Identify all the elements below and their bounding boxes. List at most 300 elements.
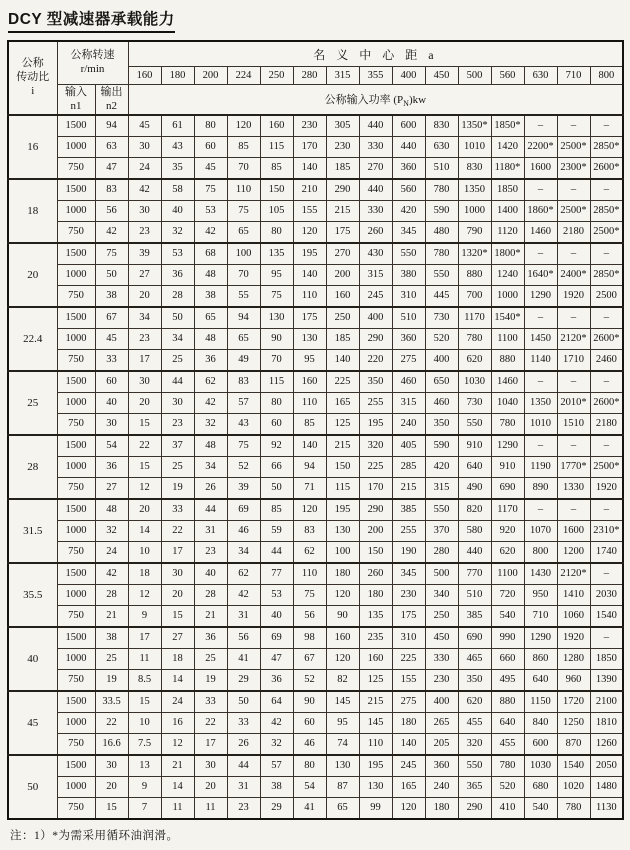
power-value-cell: 180 [359, 585, 392, 606]
power-value-cell: 510 [425, 158, 458, 180]
power-value-cell: 140 [293, 158, 326, 180]
power-value-cell: 2850* [590, 265, 623, 286]
input-speed-cell: 1000 [57, 457, 95, 478]
table-row [8, 734, 623, 756]
power-value-cell: 235 [359, 627, 392, 649]
power-value-cell: 17 [128, 350, 161, 372]
output-speed-cell: 15 [95, 798, 128, 820]
power-value-cell: 640 [458, 457, 491, 478]
power-value-cell: 100 [326, 542, 359, 564]
power-value-cell: 380 [392, 265, 425, 286]
input-speed-cell: 1000 [57, 521, 95, 542]
power-value-cell: 150 [326, 457, 359, 478]
power-value-cell: 690 [491, 478, 524, 500]
power-value-cell: 19 [194, 670, 227, 692]
power-value-cell: 23 [161, 414, 194, 436]
power-value-cell: 590 [425, 435, 458, 457]
output-speed-cell: 54 [95, 435, 128, 457]
power-value-cell: 130 [359, 777, 392, 798]
power-value-cell: 90 [326, 606, 359, 628]
power-value-cell: 2500 [590, 286, 623, 308]
power-value-cell: 1170 [458, 307, 491, 329]
power-value-cell: 7.5 [128, 734, 161, 756]
power-value-cell: 120 [293, 499, 326, 521]
power-value-cell: 43 [227, 414, 260, 436]
power-value-cell: 83 [293, 521, 326, 542]
input-speed-cell: 1500 [57, 307, 95, 329]
table-row [8, 115, 623, 137]
distance-header-cell: 224 [227, 67, 260, 85]
output-speed-cell: 33.5 [95, 691, 128, 713]
power-value-cell: 345 [392, 222, 425, 244]
output-speed-cell: 33 [95, 350, 128, 372]
distance-header-cell: 400 [392, 67, 425, 85]
input-speed-cell: 1500 [57, 371, 95, 393]
power-value-cell: 13 [128, 755, 161, 777]
input-speed-cell: 750 [57, 606, 95, 628]
power-value-cell: 120 [326, 649, 359, 670]
power-value-cell: 540 [524, 798, 557, 820]
power-value-cell: 770 [458, 563, 491, 585]
power-value-cell: 61 [161, 115, 194, 137]
power-value-cell: 620 [458, 691, 491, 713]
power-value-cell: – [590, 499, 623, 521]
output-header-line1: 输出 [100, 85, 123, 98]
power-value-cell: 840 [524, 713, 557, 734]
power-value-cell: 2600* [590, 393, 623, 414]
power-value-cell: – [524, 243, 557, 265]
output-speed-cell: 22 [95, 713, 128, 734]
output-speed-cell: 30 [95, 755, 128, 777]
power-value-cell: 230 [392, 585, 425, 606]
power-value-cell: 270 [359, 158, 392, 180]
power-value-cell: 830 [425, 115, 458, 137]
power-value-cell: 12 [128, 585, 161, 606]
power-value-cell: 400 [425, 350, 458, 372]
power-value-cell: 1350* [458, 115, 491, 137]
power-value-cell: 910 [458, 435, 491, 457]
power-value-cell: 62 [194, 371, 227, 393]
power-value-cell: 455 [458, 713, 491, 734]
power-value-cell: 2460 [590, 350, 623, 372]
power-value-cell: 880 [458, 265, 491, 286]
power-value-cell: 41 [293, 798, 326, 820]
power-value-cell: 1170 [491, 499, 524, 521]
power-value-cell: 2030 [590, 585, 623, 606]
table-row [8, 414, 623, 436]
power-value-cell: 140 [392, 734, 425, 756]
power-value-cell: 85 [260, 158, 293, 180]
output-speed-cell: 21 [95, 606, 128, 628]
output-header-line2: n2 [106, 99, 117, 112]
power-value-cell: 1190 [524, 457, 557, 478]
capacity-table [7, 40, 624, 820]
output-speed-cell: 20 [95, 777, 128, 798]
power-value-cell: 440 [392, 137, 425, 158]
power-value-cell: 260 [359, 563, 392, 585]
power-value-cell: 40 [194, 563, 227, 585]
input-speed-cell: 750 [57, 158, 95, 180]
power-value-cell: 135 [260, 243, 293, 265]
power-value-cell: 130 [326, 521, 359, 542]
power-value-cell: 780 [557, 798, 590, 820]
power-value-cell: 31 [227, 606, 260, 628]
power-value-cell: 440 [359, 115, 392, 137]
power-value-cell: 49 [227, 350, 260, 372]
table-row [8, 179, 623, 201]
header-row-1 [8, 41, 623, 67]
table-row [8, 478, 623, 500]
power-value-cell: 1010 [524, 414, 557, 436]
power-value-cell: 1150 [524, 691, 557, 713]
distance-header-cell: 180 [161, 67, 194, 85]
power-value-cell: 350 [425, 414, 458, 436]
power-value-cell: 24 [161, 691, 194, 713]
input-speed-cell: 750 [57, 350, 95, 372]
power-value-cell: 195 [359, 414, 392, 436]
power-value-cell: 94 [293, 457, 326, 478]
input-speed-cell: 750 [57, 734, 95, 756]
power-value-cell: 44 [260, 542, 293, 564]
power-value-cell: 155 [293, 201, 326, 222]
power-value-cell: 71 [293, 478, 326, 500]
power-value-cell: 17 [194, 734, 227, 756]
table-row [8, 350, 623, 372]
power-value-cell: 580 [458, 521, 491, 542]
power-value-cell: 125 [326, 414, 359, 436]
power-value-cell: 90 [293, 691, 326, 713]
power-value-cell: 15 [128, 414, 161, 436]
power-value-cell: 95 [326, 713, 359, 734]
power-value-cell: 115 [260, 371, 293, 393]
power-value-cell: 420 [392, 201, 425, 222]
table-row [8, 371, 623, 393]
power-value-cell: 320 [359, 435, 392, 457]
power-value-cell: 1540 [590, 606, 623, 628]
power-value-cell: 305 [326, 115, 359, 137]
power-value-cell: 15 [128, 457, 161, 478]
power-header-prefix: 公称输入功率 (P [324, 93, 404, 106]
power-value-cell: 70 [227, 265, 260, 286]
power-value-cell: 1000 [491, 286, 524, 308]
power-value-cell: 2050 [590, 755, 623, 777]
power-value-cell: 22 [161, 521, 194, 542]
table-row [8, 627, 623, 649]
input-speed-cell: 1500 [57, 499, 95, 521]
power-value-cell: 185 [326, 158, 359, 180]
table-row [8, 798, 623, 820]
power-value-cell: 1330 [557, 478, 590, 500]
power-value-cell: 460 [392, 371, 425, 393]
power-value-cell: 42 [260, 713, 293, 734]
input-speed-cell: 1000 [57, 649, 95, 670]
power-value-cell: 85 [227, 137, 260, 158]
power-value-cell: 160 [326, 627, 359, 649]
power-value-cell: 75 [293, 585, 326, 606]
input-speed-cell: 1500 [57, 179, 95, 201]
power-value-cell: 29 [227, 670, 260, 692]
table-row [8, 563, 623, 585]
power-value-cell: 62 [227, 563, 260, 585]
power-value-cell: 110 [293, 286, 326, 308]
power-value-cell: 1740 [590, 542, 623, 564]
output-speed-cell: 47 [95, 158, 128, 180]
power-value-cell: 75 [227, 435, 260, 457]
power-value-cell: 42 [194, 393, 227, 414]
distance-header-cell: 355 [359, 67, 392, 85]
power-header [128, 85, 623, 116]
ratio-header [8, 41, 57, 115]
power-value-cell: 1850* [491, 115, 524, 137]
power-value-cell: 195 [359, 755, 392, 777]
power-value-cell: 1060 [557, 606, 590, 628]
power-value-cell: 1130 [590, 798, 623, 820]
power-value-cell: 400 [425, 691, 458, 713]
power-value-cell: 10 [128, 542, 161, 564]
power-value-cell: 780 [491, 414, 524, 436]
power-value-cell: 50 [260, 478, 293, 500]
power-value-cell: 330 [425, 649, 458, 670]
power-value-cell: 1460 [491, 371, 524, 393]
power-value-cell: 11 [128, 649, 161, 670]
distance-header-cell: 800 [590, 67, 623, 85]
power-value-cell: 115 [326, 478, 359, 500]
power-value-cell: – [590, 179, 623, 201]
output-speed-cell: 40 [95, 393, 128, 414]
power-value-cell: 480 [425, 222, 458, 244]
power-value-cell: 22 [194, 713, 227, 734]
output-speed-cell: 38 [95, 286, 128, 308]
power-value-cell: 23 [227, 798, 260, 820]
power-value-cell: 430 [359, 243, 392, 265]
power-value-cell: 1350 [524, 393, 557, 414]
power-value-cell: 38 [260, 777, 293, 798]
power-value-cell: 180 [326, 563, 359, 585]
speed-header-line2: r/min [80, 63, 105, 75]
power-value-cell: 320 [458, 734, 491, 756]
power-value-cell: 315 [392, 393, 425, 414]
power-value-cell: 23 [194, 542, 227, 564]
output-speed-cell: 28 [95, 585, 128, 606]
power-value-cell: – [557, 371, 590, 393]
power-value-cell: 33 [161, 499, 194, 521]
power-value-cell: 34 [227, 542, 260, 564]
power-value-cell: 200 [326, 265, 359, 286]
power-value-cell: 265 [425, 713, 458, 734]
table-row [8, 649, 623, 670]
input-speed-cell: 1000 [57, 393, 95, 414]
power-value-cell: 245 [359, 286, 392, 308]
power-value-cell: 920 [491, 521, 524, 542]
output-speed-cell: 50 [95, 265, 128, 286]
power-value-cell: 870 [557, 734, 590, 756]
power-value-cell: 110 [293, 393, 326, 414]
ratio-header-line2: 传动比 [16, 71, 50, 84]
power-value-cell: 47 [260, 649, 293, 670]
power-value-cell: 245 [392, 755, 425, 777]
power-value-cell: 275 [392, 350, 425, 372]
power-value-cell: 1100 [491, 563, 524, 585]
input-speed-cell: 1000 [57, 137, 95, 158]
power-value-cell: 255 [392, 521, 425, 542]
power-value-cell: 1180* [491, 158, 524, 180]
power-value-cell: 53 [161, 243, 194, 265]
power-value-cell: – [524, 435, 557, 457]
input-speed-cell: 1000 [57, 777, 95, 798]
power-value-cell: – [524, 115, 557, 137]
power-value-cell: 2180 [557, 222, 590, 244]
power-value-cell: 820 [458, 499, 491, 521]
distance-header-cell: 160 [128, 67, 161, 85]
power-value-cell: 36 [194, 350, 227, 372]
table-row [8, 243, 623, 265]
power-value-cell: 500 [425, 563, 458, 585]
power-value-cell: 2500* [590, 222, 623, 244]
power-value-cell: 53 [194, 201, 227, 222]
speed-header [57, 41, 128, 85]
power-value-cell: 160 [326, 286, 359, 308]
power-value-cell: 175 [392, 606, 425, 628]
output-speed-cell: 45 [95, 329, 128, 350]
power-value-cell: 68 [194, 243, 227, 265]
power-value-cell: 385 [458, 606, 491, 628]
input-speed-cell: 750 [57, 286, 95, 308]
power-value-cell: 59 [260, 521, 293, 542]
output-speed-cell: 48 [95, 499, 128, 521]
power-value-cell: 710 [524, 606, 557, 628]
power-value-cell: 520 [425, 329, 458, 350]
power-value-cell: 550 [425, 499, 458, 521]
input-speed-cell: 750 [57, 542, 95, 564]
power-value-cell: 285 [392, 457, 425, 478]
power-value-cell: 34 [128, 307, 161, 329]
power-value-cell: 23 [128, 222, 161, 244]
power-value-cell: 31 [194, 521, 227, 542]
power-value-cell: 18 [161, 649, 194, 670]
power-value-cell: 360 [392, 158, 425, 180]
power-value-cell: 250 [326, 307, 359, 329]
power-value-cell: 640 [524, 670, 557, 692]
power-value-cell: 275 [392, 691, 425, 713]
power-value-cell: 155 [392, 670, 425, 692]
power-value-cell: 185 [326, 329, 359, 350]
power-value-cell: 420 [425, 457, 458, 478]
power-value-cell: 105 [260, 201, 293, 222]
distance-header-cell: 560 [491, 67, 524, 85]
ratio-cell: 16 [8, 115, 57, 179]
power-value-cell: 1810 [590, 713, 623, 734]
power-value-cell: 2180 [590, 414, 623, 436]
power-value-cell: 680 [524, 777, 557, 798]
power-value-cell: 1920 [590, 478, 623, 500]
power-value-cell: 75 [260, 286, 293, 308]
output-speed-cell: 60 [95, 371, 128, 393]
ratio-cell: 45 [8, 691, 57, 755]
power-value-cell: 2500* [590, 457, 623, 478]
ratio-cell: 18 [8, 179, 57, 243]
table-row [8, 265, 623, 286]
ratio-cell: 31.5 [8, 499, 57, 563]
power-value-cell: 1320* [458, 243, 491, 265]
power-value-cell: 730 [425, 307, 458, 329]
power-value-cell: 145 [326, 691, 359, 713]
output-speed-cell: 36 [95, 457, 128, 478]
power-value-cell: 190 [392, 542, 425, 564]
power-value-cell: 48 [194, 329, 227, 350]
power-value-cell: 140 [293, 265, 326, 286]
power-value-cell: 720 [491, 585, 524, 606]
power-value-cell: 2100 [590, 691, 623, 713]
ratio-header-line1: 公称 [21, 57, 44, 70]
table-row [8, 542, 623, 564]
power-value-cell: 1480 [590, 777, 623, 798]
power-value-cell: 170 [359, 478, 392, 500]
power-value-cell: 880 [491, 691, 524, 713]
capacity-table-body [8, 115, 623, 819]
table-row [8, 755, 623, 777]
power-value-cell: 1850 [491, 179, 524, 201]
power-value-cell: 145 [359, 713, 392, 734]
power-value-cell: 1350 [458, 179, 491, 201]
power-value-cell: 65 [326, 798, 359, 820]
ratio-cell: 22.4 [8, 307, 57, 371]
power-value-cell: 350 [458, 670, 491, 692]
output-speed-cell: 16.6 [95, 734, 128, 756]
input-speed-cell: 750 [57, 478, 95, 500]
table-row [8, 329, 623, 350]
power-value-cell: 140 [326, 350, 359, 372]
power-value-cell: 44 [194, 499, 227, 521]
power-value-cell: 365 [458, 777, 491, 798]
power-value-cell: 1030 [458, 371, 491, 393]
input-speed-cell: 1500 [57, 627, 95, 649]
output-speed-cell: 24 [95, 542, 128, 564]
power-value-cell: 790 [458, 222, 491, 244]
power-value-cell: 64 [260, 691, 293, 713]
power-value-cell: 130 [293, 329, 326, 350]
power-value-cell: 215 [359, 691, 392, 713]
power-value-cell: 1460 [524, 222, 557, 244]
table-row [8, 499, 623, 521]
power-value-cell: 70 [227, 158, 260, 180]
power-value-cell: 30 [128, 201, 161, 222]
table-row [8, 457, 623, 478]
power-value-cell: 1290 [524, 286, 557, 308]
power-value-cell: 42 [128, 179, 161, 201]
power-value-cell: 67 [293, 649, 326, 670]
power-value-cell: 290 [458, 798, 491, 820]
table-row [8, 158, 623, 180]
power-value-cell: 240 [392, 414, 425, 436]
power-value-cell: 19 [161, 478, 194, 500]
power-value-cell: 56 [293, 606, 326, 628]
power-value-cell: – [557, 115, 590, 137]
power-value-cell: 14 [161, 670, 194, 692]
power-value-cell: 65 [227, 222, 260, 244]
power-value-cell: 30 [128, 137, 161, 158]
output-speed-cell: 75 [95, 243, 128, 265]
distance-header-cell: 500 [458, 67, 491, 85]
power-value-cell: 440 [458, 542, 491, 564]
power-value-cell: 52 [293, 670, 326, 692]
input-header-line2: n1 [70, 99, 82, 112]
power-value-cell: 14 [128, 521, 161, 542]
power-value-cell: 135 [359, 606, 392, 628]
power-value-cell: – [590, 243, 623, 265]
distance-header-cell: 250 [260, 67, 293, 85]
power-value-cell: 2310* [590, 521, 623, 542]
power-value-cell: 34 [161, 329, 194, 350]
